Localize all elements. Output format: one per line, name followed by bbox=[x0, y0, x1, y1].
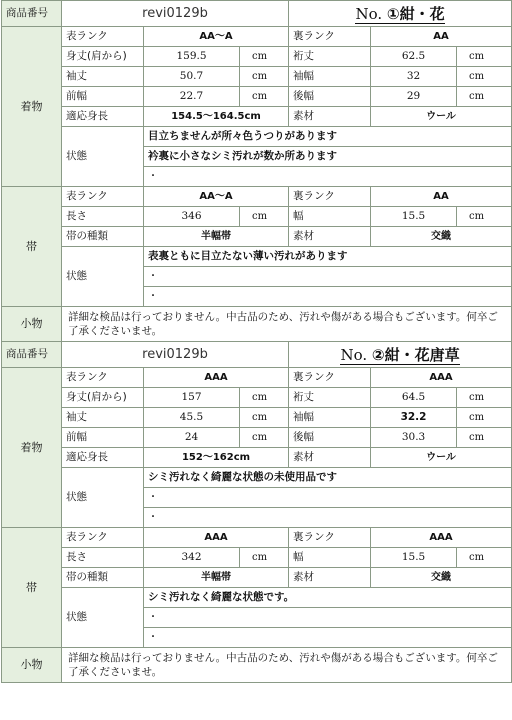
product-table bbox=[1, 0, 512, 683]
kimono-width-row bbox=[2, 87, 512, 107]
kimono-condition-line: シミ汚れなく綺麗な状態の未使用品です bbox=[144, 468, 512, 488]
kimono-condition-line: 目立ちませんが所々色うつりがあります bbox=[144, 127, 512, 147]
front-rank-label: 表ランク bbox=[62, 187, 144, 207]
kimono-front-width-value: 24 bbox=[144, 428, 240, 448]
kimono-width-row bbox=[2, 428, 512, 448]
kimono-sleeve-width-value: 32.2 bbox=[371, 408, 457, 428]
kimono-material: ウール bbox=[371, 107, 512, 127]
yuki-label: 裄丈 bbox=[289, 47, 371, 67]
product-code: revi0129b bbox=[62, 1, 289, 27]
condition-label: 状態 bbox=[62, 468, 144, 528]
yuki-label: 裄丈 bbox=[289, 388, 371, 408]
obi-type-row bbox=[2, 227, 512, 247]
product-no-label: 商品番号 bbox=[2, 342, 62, 368]
item-number: No. bbox=[355, 4, 383, 23]
front-width-label: 前幅 bbox=[62, 428, 144, 448]
item-number: No. bbox=[340, 345, 368, 364]
material-label: 素材 bbox=[289, 448, 371, 468]
kimono-yuki-value: 62.5 bbox=[371, 47, 457, 67]
kimono-condition-line: ・ bbox=[144, 167, 512, 187]
kimono-height-row bbox=[2, 47, 512, 67]
kimono-back-rank: AA bbox=[371, 27, 512, 47]
height-label: 身丈(肩から) bbox=[62, 47, 144, 67]
obi-front-rank: AAA bbox=[144, 528, 289, 548]
back-rank-label: 裏ランク bbox=[289, 27, 371, 47]
condition-label: 状態 bbox=[62, 247, 144, 307]
unit-cm: cm bbox=[240, 47, 289, 67]
product-code: revi0129b bbox=[62, 342, 289, 368]
item-name: 紺・花 bbox=[399, 4, 445, 23]
item-circle-number: ② bbox=[371, 345, 385, 364]
unit-cm: cm bbox=[457, 388, 512, 408]
obi-section-label: 帯 bbox=[2, 187, 62, 307]
unit-cm: cm bbox=[457, 428, 512, 448]
kimono-front-rank: AAA bbox=[144, 368, 289, 388]
kimono-section-label: 着物 bbox=[2, 368, 62, 528]
kimono-sleeve-row bbox=[2, 408, 512, 428]
accessories-row bbox=[2, 307, 512, 342]
obi-type: 半幅帯 bbox=[144, 568, 289, 588]
fit-height-label: 適応身長 bbox=[62, 448, 144, 468]
accessories-note: 詳細な検品は行っておりません。中古品のため、汚れや傷がある場合もございます。何卒ご了承くださいませ。 bbox=[62, 648, 512, 683]
kimono-material: ウール bbox=[371, 448, 512, 468]
obi-type-row bbox=[2, 568, 512, 588]
obi-size-row bbox=[2, 207, 512, 227]
kimono-rank-row bbox=[2, 368, 512, 388]
unit-cm: cm bbox=[457, 408, 512, 428]
fit-height-label: 適応身長 bbox=[62, 107, 144, 127]
kimono-rank-row bbox=[2, 27, 512, 47]
unit-cm: cm bbox=[240, 67, 289, 87]
back-rank-label: 裏ランク bbox=[289, 528, 371, 548]
sleeve-width-label: 袖幅 bbox=[289, 67, 371, 87]
front-width-label: 前幅 bbox=[62, 87, 144, 107]
kimono-front-width-value: 22.7 bbox=[144, 87, 240, 107]
item2-header-row bbox=[2, 342, 512, 368]
kimono-fit-height: 154.5～164.5cm bbox=[144, 107, 289, 127]
obi-condition-line: ・ bbox=[144, 628, 512, 648]
obi-section-label: 帯 bbox=[2, 528, 62, 648]
kimono-fit-row bbox=[2, 107, 512, 127]
kimono-condition-line: ・ bbox=[144, 488, 512, 508]
length-label: 長さ bbox=[62, 548, 144, 568]
unit-cm: cm bbox=[240, 548, 289, 568]
width-label: 幅 bbox=[289, 548, 371, 568]
obi-type-label: 帯の種類 bbox=[62, 568, 144, 588]
unit-cm: cm bbox=[240, 408, 289, 428]
item1-header-row bbox=[2, 1, 512, 27]
kimono-sleeve-length-value: 50.7 bbox=[144, 67, 240, 87]
back-width-label: 後幅 bbox=[289, 428, 371, 448]
sleeve-length-label: 袖丈 bbox=[62, 408, 144, 428]
kimono-height-value: 157 bbox=[144, 388, 240, 408]
kimono-sleeve-row bbox=[2, 67, 512, 87]
material-label: 素材 bbox=[289, 568, 371, 588]
height-label: 身丈(肩から) bbox=[62, 388, 144, 408]
front-rank-label: 表ランク bbox=[62, 368, 144, 388]
obi-material: 交織 bbox=[371, 227, 512, 247]
accessories-section-label: 小物 bbox=[2, 307, 62, 342]
obi-width-value: 15.5 bbox=[371, 207, 457, 227]
kimono-fit-row bbox=[2, 448, 512, 468]
obi-condition-line: 表裏ともに目立たない薄い汚れがあります bbox=[144, 247, 512, 267]
item-title bbox=[289, 1, 512, 27]
sleeve-length-label: 袖丈 bbox=[62, 67, 144, 87]
length-label: 長さ bbox=[62, 207, 144, 227]
obi-front-rank: AA～A bbox=[144, 187, 289, 207]
unit-cm: cm bbox=[457, 87, 512, 107]
kimono-condition-line: ・ bbox=[144, 508, 512, 528]
kimono-sleeve-width-value: 32 bbox=[371, 67, 457, 87]
back-width-label: 後幅 bbox=[289, 87, 371, 107]
kimono-height-value: 159.5 bbox=[144, 47, 240, 67]
obi-length-value: 346 bbox=[144, 207, 240, 227]
kimono-fit-height: 152～162cm bbox=[144, 448, 289, 468]
accessories-row bbox=[2, 648, 512, 683]
unit-cm: cm bbox=[457, 207, 512, 227]
obi-width-value: 15.5 bbox=[371, 548, 457, 568]
accessories-section-label: 小物 bbox=[2, 648, 62, 683]
obi-size-row bbox=[2, 548, 512, 568]
kimono-back-rank: AAA bbox=[371, 368, 512, 388]
obi-type-label: 帯の種類 bbox=[62, 227, 144, 247]
kimono-front-rank: AA～A bbox=[144, 27, 289, 47]
unit-cm: cm bbox=[240, 87, 289, 107]
obi-length-value: 342 bbox=[144, 548, 240, 568]
kimono-height-row bbox=[2, 388, 512, 408]
unit-cm: cm bbox=[457, 47, 512, 67]
kimono-back-width-value: 30.3 bbox=[371, 428, 457, 448]
unit-cm: cm bbox=[457, 548, 512, 568]
unit-cm: cm bbox=[240, 207, 289, 227]
obi-condition-line: ・ bbox=[144, 287, 512, 307]
product-no-label: 商品番号 bbox=[2, 1, 62, 27]
product-sheet bbox=[1, 0, 511, 683]
unit-cm: cm bbox=[240, 388, 289, 408]
width-label: 幅 bbox=[289, 207, 371, 227]
kimono-sleeve-length-value: 45.5 bbox=[144, 408, 240, 428]
material-label: 素材 bbox=[289, 227, 371, 247]
obi-back-rank: AA bbox=[371, 187, 512, 207]
obi-condition-row bbox=[2, 588, 512, 608]
kimono-yuki-value: 64.5 bbox=[371, 388, 457, 408]
obi-condition-row bbox=[2, 247, 512, 267]
obi-rank-row bbox=[2, 187, 512, 207]
accessories-note: 詳細な検品は行っておりません。中古品のため、汚れや傷がある場合もございます。何卒ご了承くださいませ。 bbox=[62, 307, 512, 342]
obi-type: 半幅帯 bbox=[144, 227, 289, 247]
condition-label: 状態 bbox=[62, 588, 144, 648]
condition-label: 状態 bbox=[62, 127, 144, 187]
kimono-condition-row bbox=[2, 127, 512, 147]
item-name: 紺・花唐草 bbox=[384, 345, 460, 364]
obi-condition-line: シミ汚れなく綺麗な状態です。 bbox=[144, 588, 512, 608]
obi-material: 交織 bbox=[371, 568, 512, 588]
kimono-back-width-value: 29 bbox=[371, 87, 457, 107]
front-rank-label: 表ランク bbox=[62, 27, 144, 47]
material-label: 素材 bbox=[289, 107, 371, 127]
unit-cm: cm bbox=[240, 428, 289, 448]
back-rank-label: 裏ランク bbox=[289, 368, 371, 388]
obi-condition-line: ・ bbox=[144, 267, 512, 287]
kimono-condition-line: 衿裏に小さなシミ汚れが数か所あります bbox=[144, 147, 512, 167]
obi-back-rank: AAA bbox=[371, 528, 512, 548]
item-title bbox=[289, 342, 512, 368]
sleeve-width-label: 袖幅 bbox=[289, 408, 371, 428]
obi-rank-row bbox=[2, 528, 512, 548]
front-rank-label: 表ランク bbox=[62, 528, 144, 548]
item-circle-number: ① bbox=[386, 4, 400, 23]
unit-cm: cm bbox=[457, 67, 512, 87]
kimono-condition-row bbox=[2, 468, 512, 488]
back-rank-label: 裏ランク bbox=[289, 187, 371, 207]
obi-condition-line: ・ bbox=[144, 608, 512, 628]
kimono-section-label: 着物 bbox=[2, 27, 62, 187]
